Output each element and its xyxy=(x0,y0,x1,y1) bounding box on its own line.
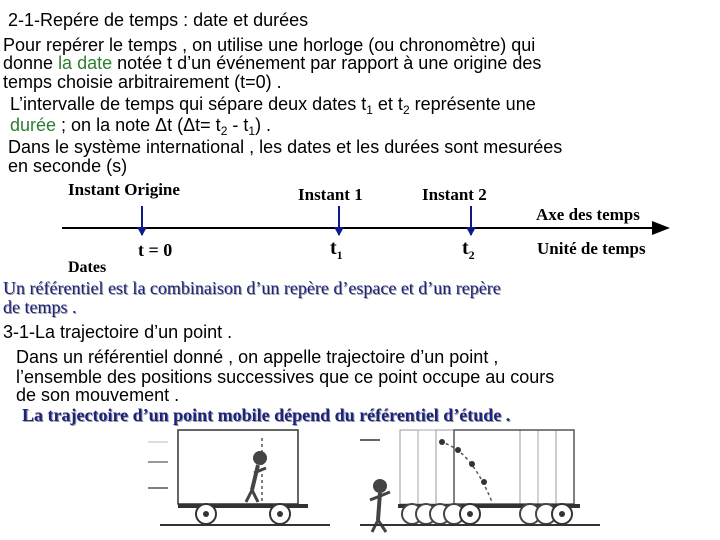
paragraph-line xyxy=(3,53,541,73)
text-fragment: représente une xyxy=(409,94,536,114)
wagon-frame-panel xyxy=(148,430,330,525)
instant-2-label: Instant 2 xyxy=(422,185,487,204)
text-fragment: et t xyxy=(372,94,403,114)
wagon-body xyxy=(178,430,298,504)
date-t1: $t_1$ xyxy=(330,237,343,262)
paragraph-line: Pour repérer le temps , on utilise une horloge (ou chronomètre) qui xyxy=(3,35,536,55)
text-fragment: donne xyxy=(3,53,59,73)
parabolic-trajectory xyxy=(440,442,492,502)
tick-instant-1 xyxy=(334,206,344,236)
referentiel-definition: Un référentiel est la combinaison d’un repère d’espace et d’un repère xyxy=(3,278,501,298)
text-fragment: notée t d’un événement par rapport à une origine des xyxy=(112,53,542,73)
axis-arrow-head xyxy=(652,221,670,235)
text-fragment: L’intervalle de temps qui sépare deux dates t xyxy=(10,94,367,114)
paragraph-line: l’ensemble des positions successives que ce point occupe au cours xyxy=(16,367,555,387)
instant-origin-label: Instant Origine xyxy=(68,180,180,199)
unit-label: Unité de temps xyxy=(537,239,646,258)
paragraph-line: Dans un référentiel donné , on appelle trajectoire d’un point , xyxy=(16,347,499,367)
subscript: 1 xyxy=(248,124,256,138)
trajectory-illustration xyxy=(0,428,720,540)
paragraph-line: en seconde (s) xyxy=(8,156,128,176)
text-fragment: - t xyxy=(227,115,249,135)
term-duree: durée xyxy=(10,115,57,135)
date-t0: t = 0 xyxy=(138,240,173,260)
section-title-2-1: 2-1-Repére de temps : date et durées xyxy=(8,10,309,30)
paragraph-line: de son mouvement . xyxy=(16,385,180,405)
section-title-3-1: 3-1-La trajectoire d’un point . xyxy=(3,322,233,342)
ground-frame-panel xyxy=(360,430,600,532)
timeline-diagram xyxy=(0,178,720,278)
paragraph-line: Dans le système international , les dates et les durées sont mesurées xyxy=(8,137,563,157)
subscript: 2 xyxy=(402,103,410,117)
subscript: 1 xyxy=(366,103,373,117)
date-t2: $t_2$ xyxy=(462,237,475,262)
axis-label: Axe des temps xyxy=(536,205,640,224)
conclusion-statement: La trajectoire d’un point mobile dépend du référentiel d’étude . xyxy=(22,405,511,425)
paragraph-line: temps choisie arbitrairement (t=0) . xyxy=(3,72,282,92)
text-fragment: ) . xyxy=(255,115,272,135)
referentiel-definition: de temps . xyxy=(3,297,77,317)
text-fragment: ; on la note Δt (Δt= t xyxy=(56,115,221,135)
tick-origin xyxy=(137,206,147,236)
subscript: 2 xyxy=(220,124,228,138)
person-figure xyxy=(246,451,267,502)
tick-instant-2 xyxy=(466,206,476,236)
dates-label: Dates xyxy=(68,259,107,276)
term-la-date: la date xyxy=(58,53,113,73)
instant-1-label: Instant 1 xyxy=(298,185,363,204)
